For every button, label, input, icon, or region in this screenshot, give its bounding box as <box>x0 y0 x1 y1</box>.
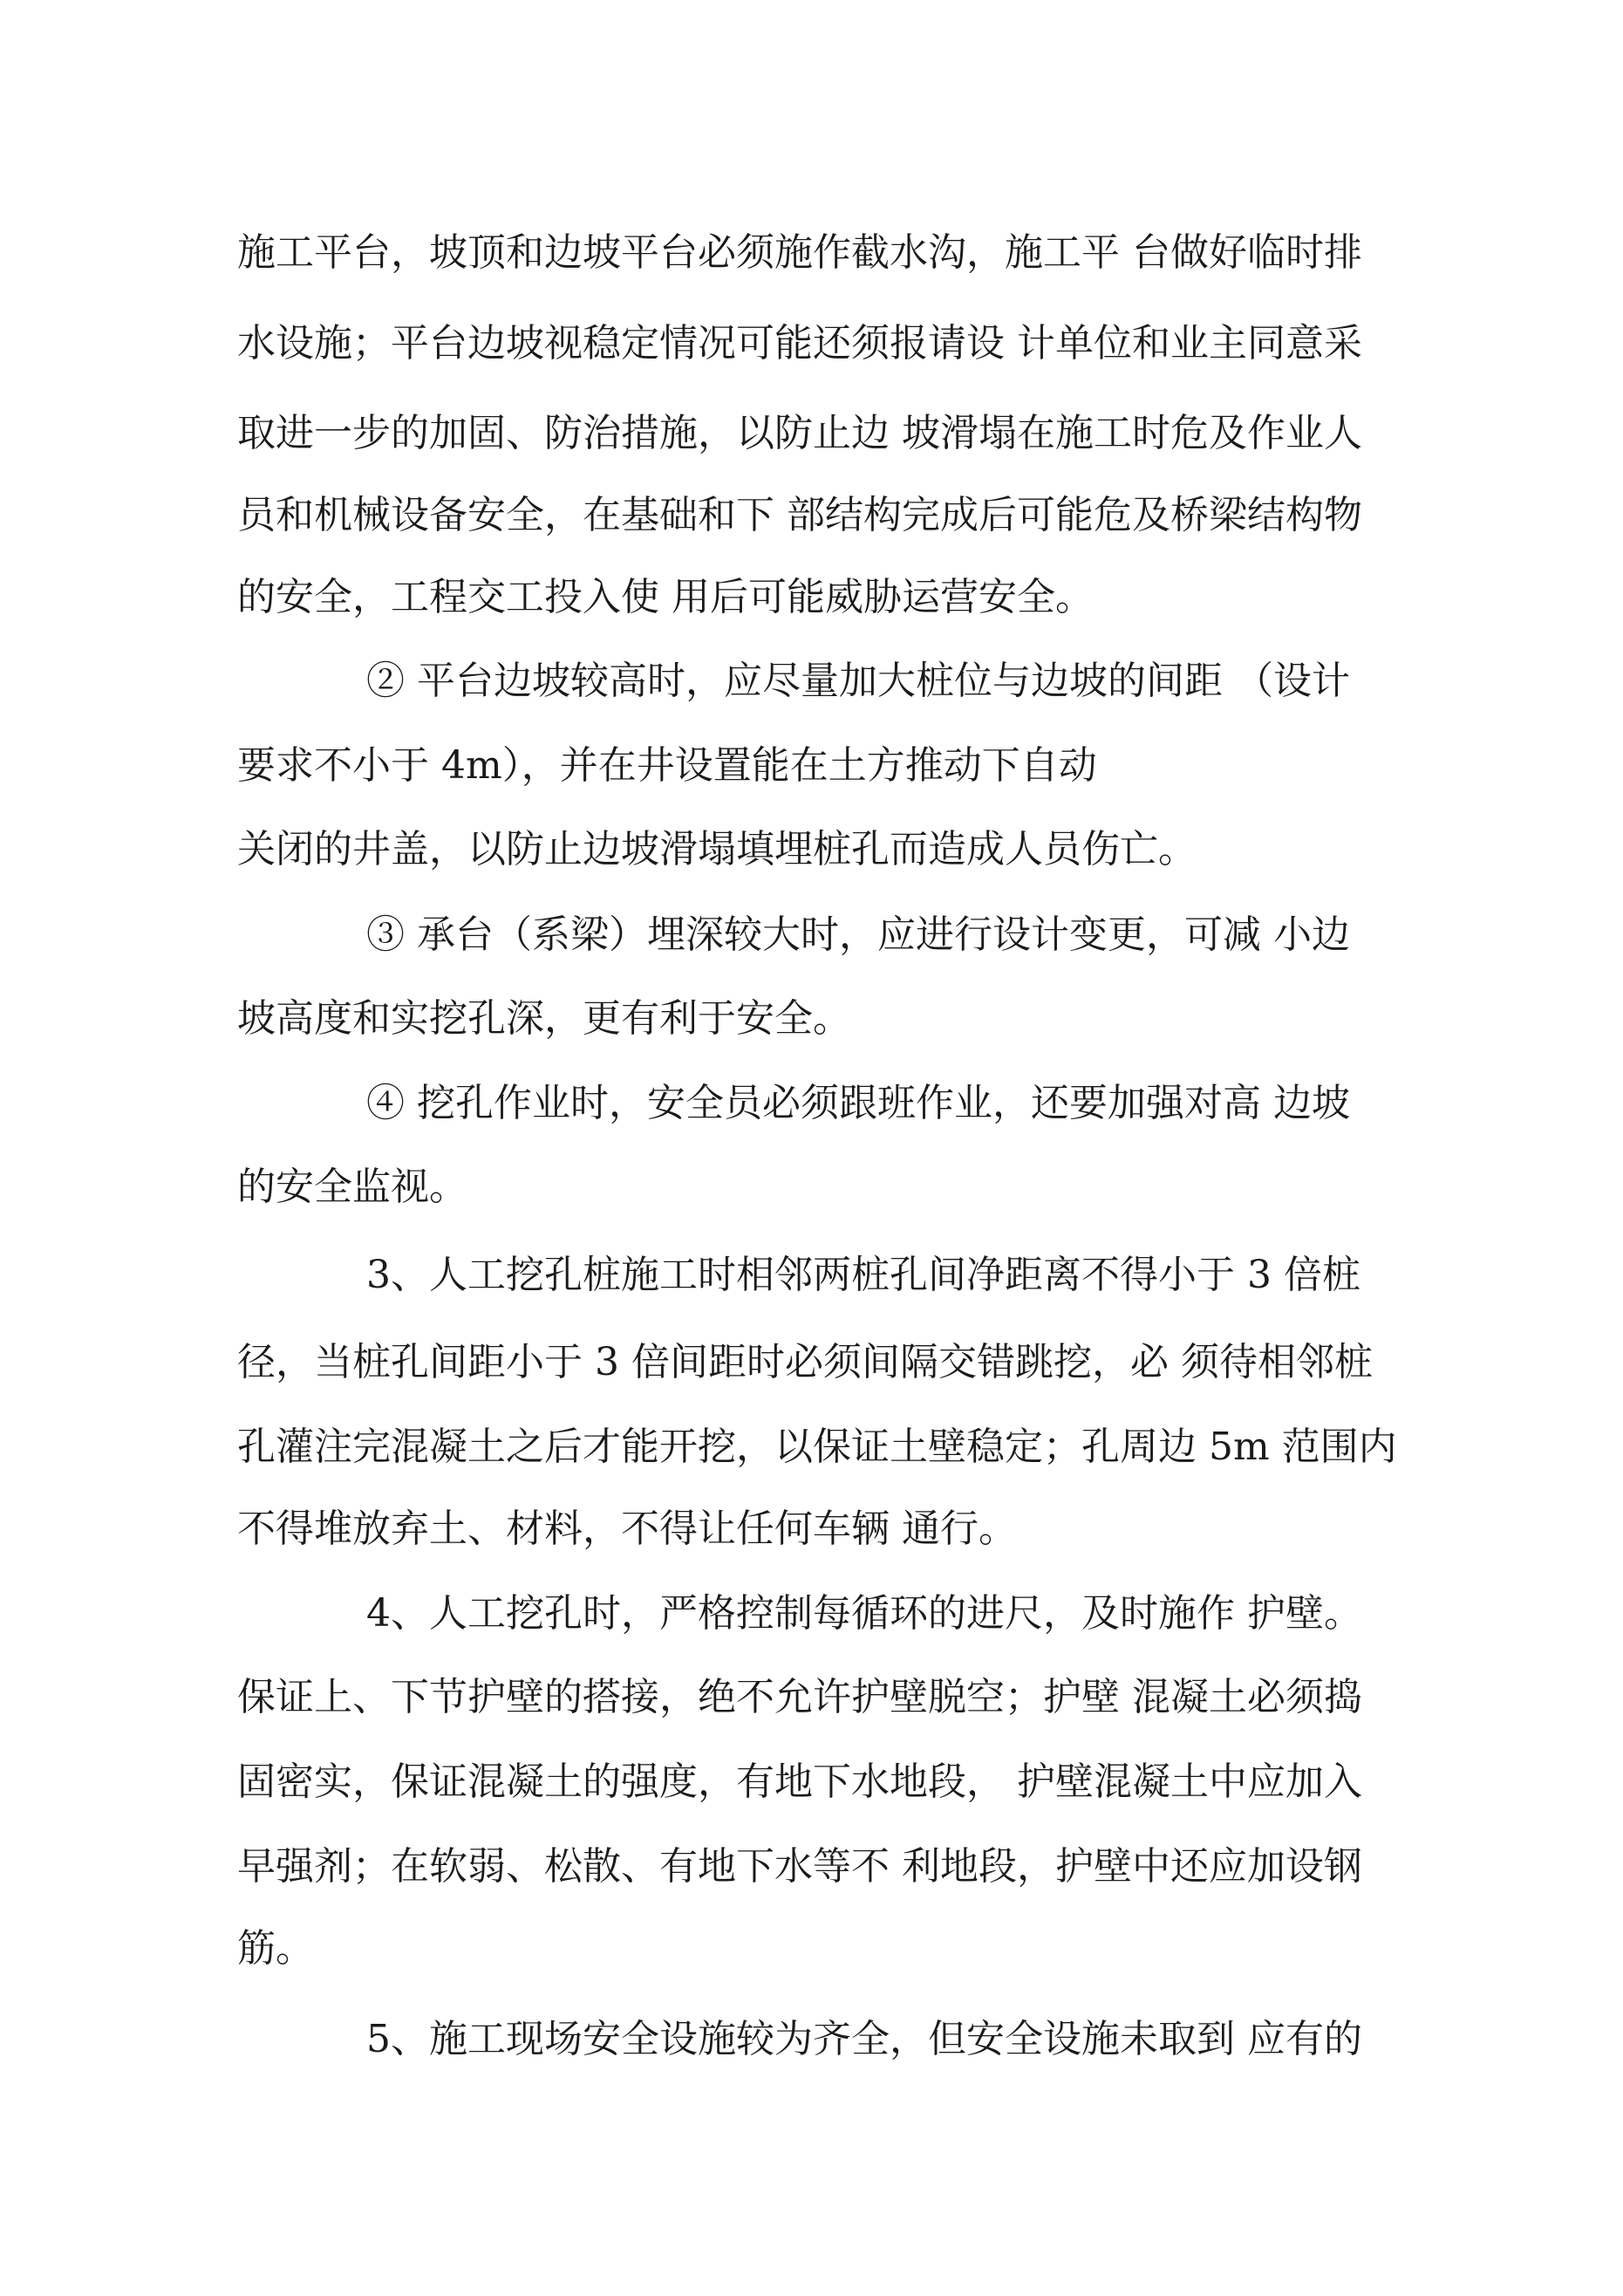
text-line: 保证上、下节护壁的搭接，绝不允许护壁脱空；护壁 混凝土必须捣 <box>237 1675 1362 1719</box>
text-line: 筋。 <box>237 1926 314 1971</box>
text-line: 不得堆放弃土、材料，不得让任何车辆 通行。 <box>237 1507 1017 1551</box>
text-line: 早强剂；在软弱、松散、有地下水等不 利地段，护壁中还应加设钢 <box>237 1844 1362 1889</box>
text-line: 取进一步的加固、防治措施，以防止边 坡滑塌在施工时危及作业人 <box>237 411 1362 455</box>
text-line: 5、施工现场安全设施较为齐全，但安全设施未取到 应有的 <box>366 2017 1362 2061</box>
text-line: 施工平台，坡顶和边坡平台必须施作截水沟，施工平 台做好临时排 <box>237 230 1362 275</box>
text-line: 要求不小于 4m），并在井设置能在土方推动下自动 <box>237 743 1097 788</box>
text-line: 员和机械设备安全，在基础和下 部结构完成后可能危及桥梁结构物 <box>237 493 1362 537</box>
text-line: 固密实，保证混凝土的强度，有地下水地段， 护壁混凝土中应加入 <box>237 1760 1362 1804</box>
text-line: 的安全监视。 <box>237 1165 467 1209</box>
text-line: 孔灌注完混凝土之后才能开挖，以保证土壁稳定；孔周边 5m 范围内 <box>237 1425 1397 1469</box>
text-line: ② 平台边坡较高时，应尽量加大桩位与边坡的间距 （设计 <box>366 659 1350 703</box>
text-line: 4、人工挖孔时，严格控制每循环的进尺，及时施作 护壁。 <box>366 1591 1362 1636</box>
text-line: 3、人工挖孔桩施工时相邻两桩孔间净距离不得小于 3 倍桩 <box>366 1253 1360 1297</box>
text-line: ④ 挖孔作业时，安全员必须跟班作业，还要加强对高 边坡 <box>366 1081 1350 1125</box>
text-line: 坡高度和实挖孔深，更有利于安全。 <box>237 996 851 1041</box>
text-line: 的安全，工程交工投入使 用后可能威胁运营安全。 <box>237 575 1094 619</box>
text-line: 关闭的井盖，以防止边坡滑塌填埋桩孔而造成人员伤亡。 <box>237 827 1197 871</box>
text-line: ③ 承台（系梁）埋深较大时，应进行设计变更，可减 小边 <box>366 912 1350 957</box>
text-line: 径，当桩孔间距小于 3 倍间距时必须间隔交错跳挖，必 须待相邻桩 <box>237 1340 1373 1384</box>
text-line: 水设施；平台边坡视稳定情况可能还须报请设 计单位和业主同意采 <box>237 321 1362 366</box>
